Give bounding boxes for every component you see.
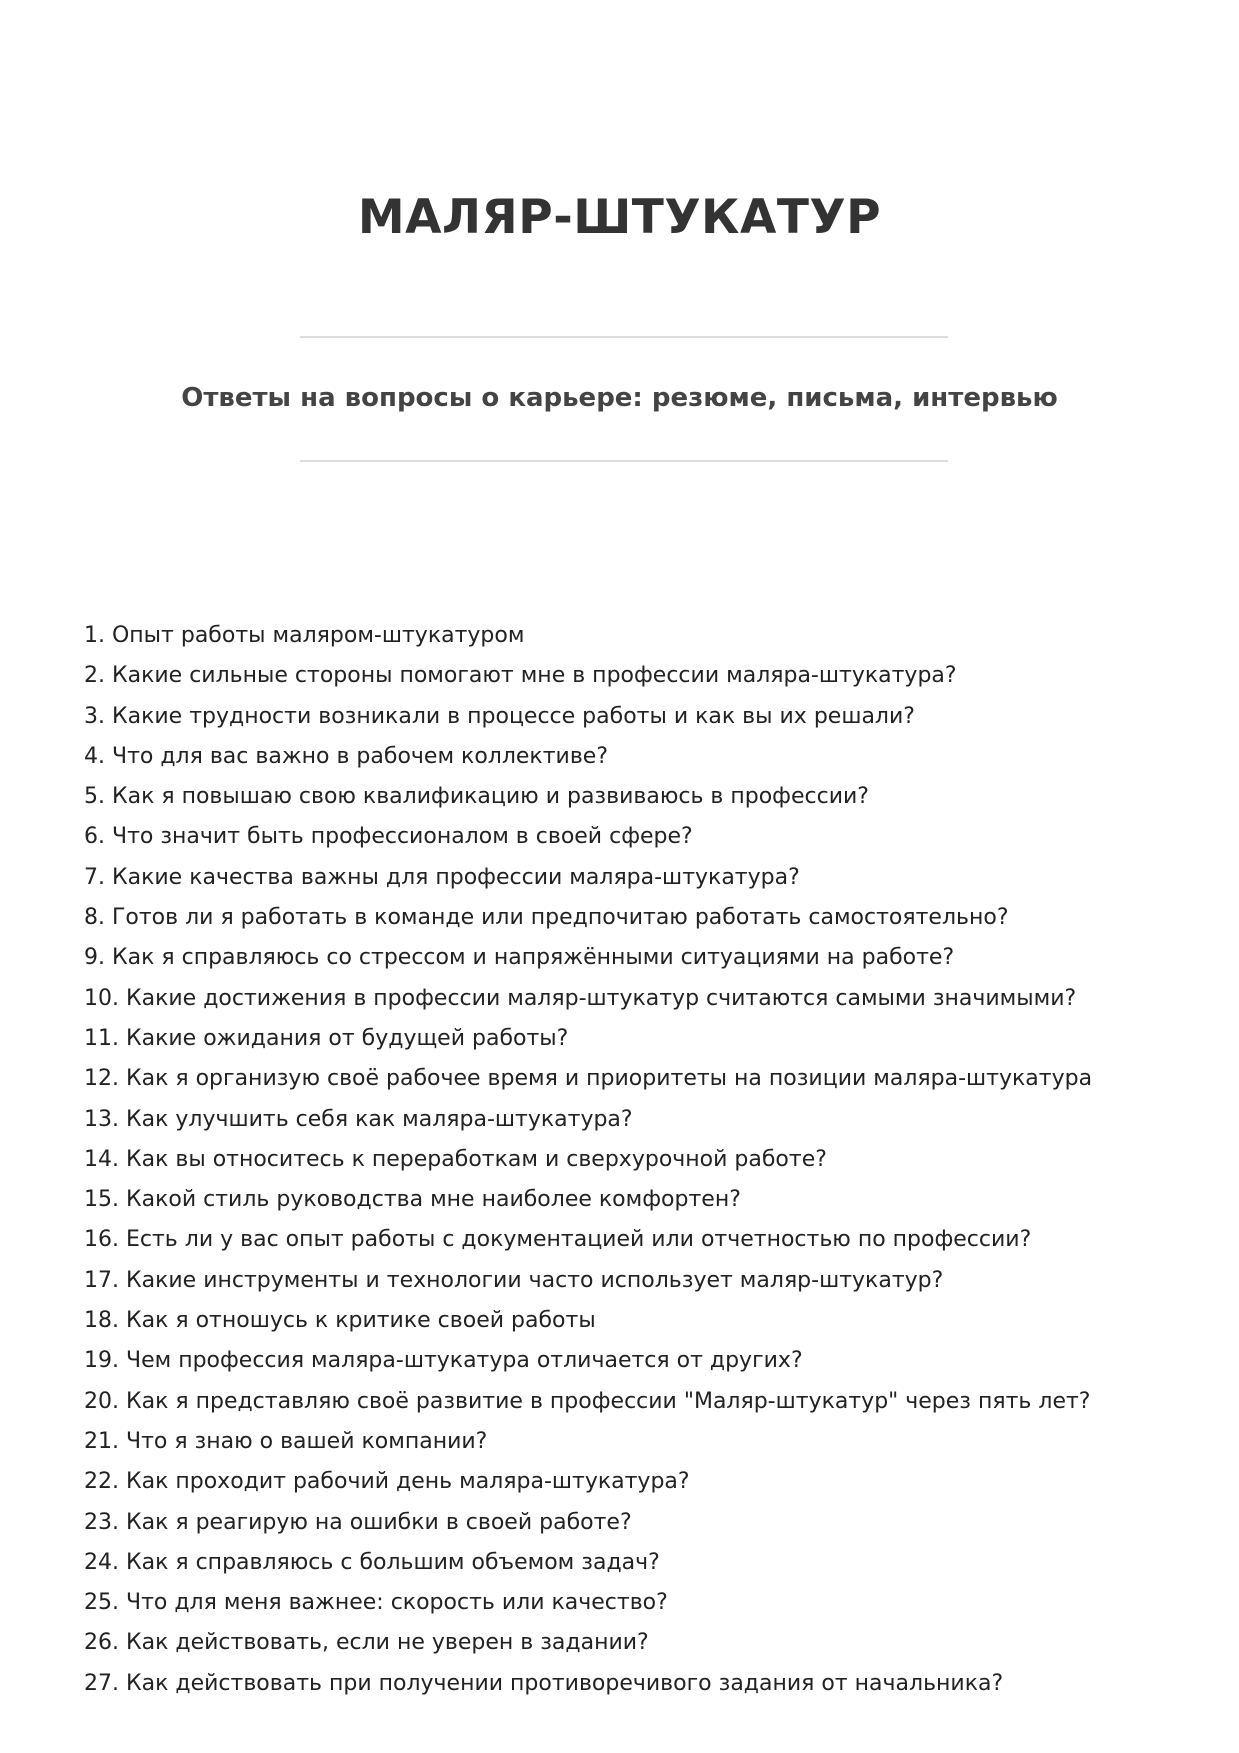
question-item: 20. Как я представляю своё развитие в профессии "Маляр-штукатур" через пять лет? [84, 1388, 1091, 1414]
question-item: 11. Какие ожидания от будущей работы? [84, 1025, 569, 1051]
question-item: 13. Как улучшить себя как маляра-штукатура? [84, 1106, 633, 1132]
question-item: 21. Что я знаю о вашей компании? [84, 1428, 488, 1454]
question-item: 1. Опыт работы маляром-штукатуром [84, 623, 525, 648]
question-item: 9. Как я справляюсь со стрессом и напряжёнными ситуациями на работе? [84, 945, 955, 971]
page-title: МАЛЯР-ШТУКАТУР [357, 190, 882, 245]
question-item: 10. Какие достижения в профессии маляр-штукатур считаются самыми значимыми? [84, 985, 1077, 1011]
question-item: 22. Как проходит рабочий день маляра-штукатура? [84, 1469, 690, 1495]
question-item: 15. Какой стиль руководства мне наиболее комфортен? [84, 1187, 741, 1213]
question-item: 25. Что для меня важнее: скорость или качество? [84, 1590, 668, 1616]
page-subtitle: Ответы на вопросы о карьере: резюме, письма, интервью [181, 383, 1058, 413]
question-item: 8. Готов ли я работать в команде или предпочитаю работать самостоятельно? [84, 905, 1009, 931]
question-item: 7. Какие качества важны для профессии маляра-штукатура? [84, 864, 800, 890]
question-item: 19. Чем профессия маляра-штукатура отличается от других? [84, 1348, 803, 1374]
question-item: 18. Как я отношусь к критике своей работы [84, 1308, 596, 1334]
question-item: 4. Что для вас важно в рабочем коллективе? [84, 743, 609, 769]
question-item: 16. Есть ли у вас опыт работы с документацией или отчетностью по профессии? [84, 1227, 1032, 1253]
question-item: 12. Как я организую своё рабочее время и приоритеты на позиции маляра-штукатура [84, 1066, 1093, 1092]
question-item: 23. Как я реагирую на ошибки в своей работе? [84, 1509, 632, 1535]
question-item: 27. Как действовать при получении противоречивого задания от начальника? [84, 1670, 1004, 1696]
question-item: 5. Как я повышаю свою квалификацию и развиваюсь в профессии? [84, 784, 869, 810]
question-item: 17. Какие инструменты и технологии часто использует маляр-штукатур? [84, 1267, 944, 1293]
question-item: 24. Как я справляюсь с большим объемом задач? [84, 1549, 660, 1575]
question-item: 2. Какие сильные стороны помогают мне в профессии маляра-штукатура? [84, 663, 957, 689]
question-item: 6. Что значит быть профессионалом в своей сфере? [84, 824, 693, 850]
question-item: 3. Какие трудности возникали в процессе работы и как вы их решали? [84, 703, 915, 729]
divider-top [300, 336, 948, 338]
divider-bottom [300, 460, 948, 462]
question-item: 14. Как вы относитесь к переработкам и сверхурочной работе? [84, 1146, 827, 1172]
questions-list [84, 616, 1092, 1704]
question-item: 26. Как действовать, если не уверен в задании? [84, 1630, 649, 1656]
